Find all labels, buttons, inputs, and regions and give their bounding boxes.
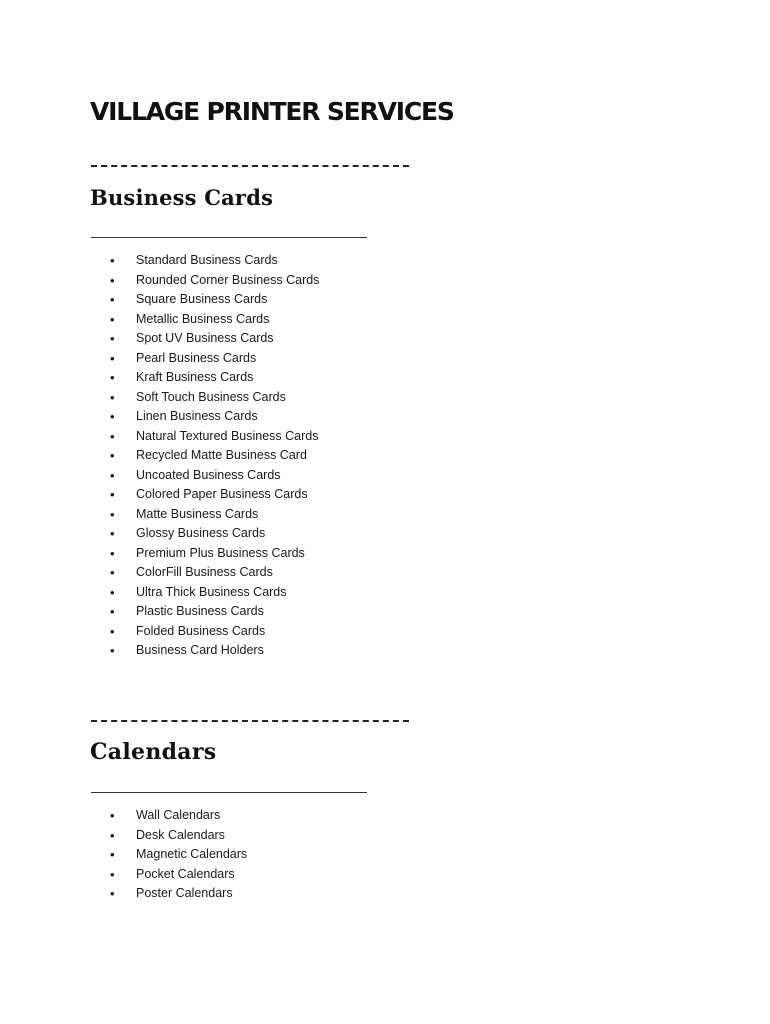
list-item-label: Soft Touch Business Cards	[136, 389, 286, 404]
list-item-label: Premium Plus Business Cards	[136, 545, 305, 560]
list-item-label: Kraft Business Cards	[136, 370, 254, 384]
list-item-label: Square Business Cards	[136, 292, 268, 306]
section-heading-calendars: Calendars	[90, 739, 217, 765]
bullet-icon: •	[110, 253, 115, 268]
bullet-icon: •	[110, 292, 115, 307]
list-item-label: Plastic Business Cards	[136, 604, 264, 618]
document-title: VILLAGE PRINTER SERVICES	[90, 97, 454, 126]
list-item-label: Matte Business Cards	[136, 506, 259, 521]
bullet-icon: •	[110, 428, 115, 444]
bullet-icon: •	[110, 389, 115, 405]
bullet-icon: •	[110, 643, 115, 658]
bullet-icon: •	[110, 866, 115, 882]
section-heading-business-cards: Business Cards	[90, 185, 274, 210]
list-item-label: Business Card Holders	[136, 643, 264, 657]
list-item-label: Spot UV Business Cards	[136, 331, 274, 345]
list-item-label: Recycled Matte Business Card	[136, 448, 307, 462]
bullet-icon: •	[110, 623, 115, 639]
list-item-label: Natural Textured Business Cards	[136, 428, 319, 443]
dashed-divider	[91, 720, 409, 722]
bullet-icon: •	[110, 272, 115, 288]
bullet-icon: •	[110, 584, 115, 600]
bullet-icon: •	[110, 827, 115, 843]
list-item-label: Metallic Business Cards	[136, 311, 270, 326]
bullet-icon: •	[110, 350, 115, 366]
bullet-icon: •	[110, 409, 115, 424]
bullet-icon: •	[110, 545, 115, 561]
list-item-label: Magnetic Calendars	[136, 847, 248, 861]
list-item-label: Ultra Thick Business Cards	[136, 584, 287, 599]
bullet-icon: •	[110, 370, 115, 385]
bullet-icon: •	[110, 487, 115, 502]
list-item-label: Pearl Business Cards	[136, 350, 257, 365]
list-item-label: Linen Business Cards	[136, 409, 258, 423]
bullet-icon: •	[110, 565, 115, 580]
dashed-divider	[91, 165, 409, 167]
bullet-icon: •	[110, 886, 115, 901]
bullet-icon: •	[110, 808, 115, 823]
list-item-label: Pocket Calendars	[136, 866, 235, 881]
bullet-icon: •	[110, 331, 115, 346]
heading-underline	[91, 237, 367, 238]
list-item-label: Glossy Business Cards	[136, 526, 266, 540]
list-item-label: ColorFill Business Cards	[136, 565, 273, 579]
bullet-icon: •	[110, 847, 115, 862]
list-item-label: Folded Business Cards	[136, 623, 266, 638]
list-item-label: Desk Calendars	[136, 827, 225, 842]
heading-underline	[91, 792, 367, 793]
list-item-label: Wall Calendars	[136, 808, 221, 822]
list-item-label: Rounded Corner Business Cards	[136, 272, 320, 287]
bullet-icon: •	[110, 526, 115, 541]
list-item-label: Standard Business Cards	[136, 253, 278, 267]
list-item-label: Uncoated Business Cards	[136, 467, 281, 482]
list-item-label: Poster Calendars	[136, 886, 233, 900]
bullet-icon: •	[110, 311, 115, 327]
bullet-icon: •	[110, 448, 115, 463]
bullet-icon: •	[110, 604, 115, 619]
list-item-label: Colored Paper Business Cards	[136, 487, 308, 501]
bullet-icon: •	[110, 506, 115, 522]
bullet-icon: •	[110, 467, 115, 483]
